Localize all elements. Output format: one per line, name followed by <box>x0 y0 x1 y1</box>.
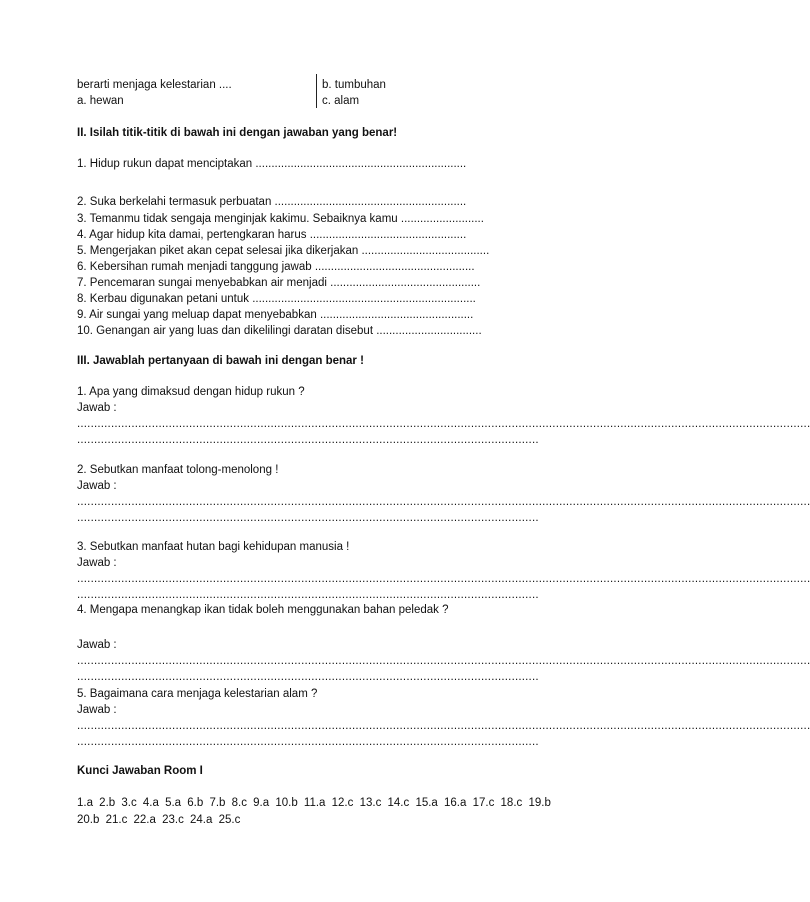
section2-item-5: 5. Mengerjakan piket akan cepat selesai jika dikerjakan ........................................ <box>77 245 490 257</box>
section2-item-6: 6. Kebersihan rumah menjadi tanggung jawab .................................................. <box>77 261 475 273</box>
section2-item-7: 7. Pencemaran sungai menyebabkan air menjadi ............................................... <box>77 277 481 289</box>
section2-item-4: 4. Agar hidup kita damai, pertengkaran harus ................................................. <box>77 229 467 241</box>
answer-line-5b: ........................................................................................................................................ <box>77 736 539 748</box>
answer-line-2b: ........................................................................................................................................ <box>77 512 539 524</box>
question-1: 1. Apa yang dimaksud dengan hidup rukun ? <box>77 386 305 398</box>
answer-label-2: Jawab : <box>77 480 117 492</box>
answer-key-text: 1.a 2.b 3.c 4.a 5.a 6.b 7.b 8.c 9.a 10.b 11.a 12.c 13.c 14.c 15.a 16.a 17.c 18.c 19.b 20.b 21.c 22.a 23.c 24.a 25.c <box>77 797 551 826</box>
answer-key-heading: Kunci Jawaban Room I <box>77 765 203 777</box>
section2-item-10: 10. Genangan air yang luas dan dikelilingi daratan disebut ................................. <box>77 325 482 337</box>
top-left-line-1: berarti menjaga kelestarian .... <box>77 79 232 91</box>
answer-line-2a: ........................................................................................................................................................................................................................ <box>77 496 810 508</box>
answer-line-5a: ........................................................................................................................................................................................................................ <box>77 720 810 732</box>
question-2: 2. Sebutkan manfaat tolong-menolong ! <box>77 464 279 476</box>
column-divider <box>316 74 317 108</box>
section2-item-1: 1. Hidup rukun dapat menciptakan .................................................................. <box>77 158 467 170</box>
section2-item-3: 3. Temanmu tidak sengaja menginjak kakimu. Sebaiknya kamu .......................... <box>77 213 484 225</box>
answer-label-4: Jawab : <box>77 639 117 651</box>
question-3: 3. Sebutkan manfaat hutan bagi kehidupan manusia ! <box>77 541 350 553</box>
answer-label-1: Jawab : <box>77 402 117 414</box>
question-5: 5. Bagaimana cara menjaga kelestarian alam ? <box>77 688 318 700</box>
top-left-line-2: a. hewan <box>77 95 124 107</box>
answer-line-3a: ........................................................................................................................................................................................................................ <box>77 573 810 585</box>
answer-line-4b: ........................................................................................................................................ <box>77 671 539 683</box>
top-right-line-1: b. tumbuhan <box>322 79 386 91</box>
top-right-line-2: c. alam <box>322 95 360 107</box>
answer-line-1a: ........................................................................................................................................................................................................................ <box>77 418 810 430</box>
section2-item-2: 2. Suka berkelahi termasuk perbuatan ............................................................ <box>77 196 467 208</box>
answer-line-3b: ........................................................................................................................................ <box>77 589 539 601</box>
section2-heading: II. Isilah titik-titik di bawah ini dengan jawaban yang benar! <box>77 127 398 139</box>
question-4: 4. Mengapa menangkap ikan tidak boleh menggunakan bahan peledak ? <box>77 604 449 616</box>
section2-item-8: 8. Kerbau digunakan petani untuk ...................................................................... <box>77 293 476 305</box>
answer-label-3: Jawab : <box>77 557 117 569</box>
section3-heading: III. Jawablah pertanyaan di bawah ini dengan benar ! <box>77 355 364 367</box>
answer-label-5: Jawab : <box>77 704 117 716</box>
answer-line-1b: ........................................................................................................................................ <box>77 434 539 446</box>
answer-line-4a: ........................................................................................................................................................................................................................ <box>77 655 810 667</box>
section2-item-9: 9. Air sungai yang meluap dapat menyebabkan ................................................ <box>77 309 474 321</box>
